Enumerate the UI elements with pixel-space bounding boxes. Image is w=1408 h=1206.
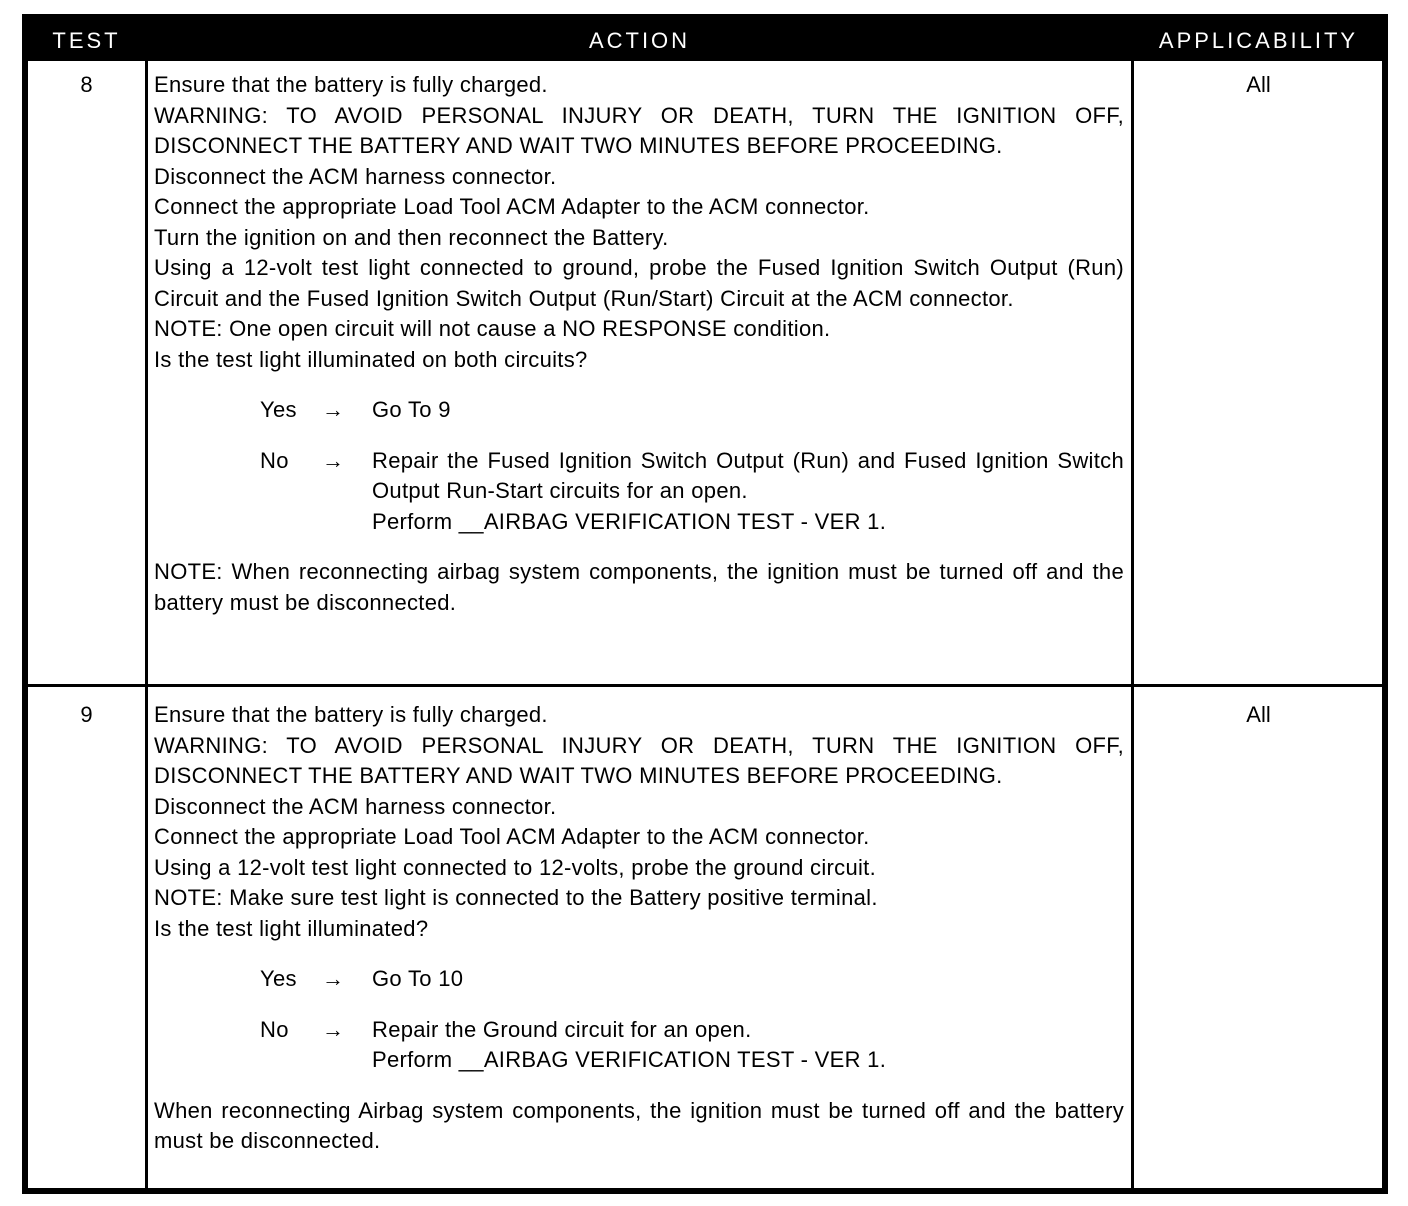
- action-cell: [154, 70, 1124, 618]
- no-branch: [154, 1015, 1124, 1076]
- yes-branch: [154, 964, 1124, 995]
- question-text: Is the test light illuminated on both circuits?: [154, 346, 588, 372]
- action-cell: [154, 700, 1124, 1157]
- warning-text: WARNING: TO AVOID PERSONAL INJURY OR DEATH, TURN THE IGNITION OFF, DISCONNECT THE BATTERY AND WAIT TWO MINUTES BEFORE PROCEEDING.: [154, 732, 1124, 788]
- header-test: TEST: [52, 28, 121, 53]
- applicability-value: All: [1246, 72, 1271, 97]
- row-divider: [28, 684, 1382, 687]
- perform-text: Perform __AIRBAG VERIFICATION TEST - VER 1.: [372, 508, 887, 534]
- yes-branch: [154, 395, 1124, 426]
- repair-text: Repair the Ground circuit for an open.: [372, 1016, 752, 1042]
- no-label: No: [260, 1016, 289, 1042]
- diagnostic-test-table: [22, 14, 1388, 1194]
- action-line: Connect the appropriate Load Tool ACM Adapter to the ACM connector.: [154, 194, 870, 219]
- table-header: [28, 20, 1382, 61]
- warning-text: WARNING: TO AVOID PERSONAL INJURY OR DEATH, TURN THE IGNITION OFF, DISCONNECT THE BATTERY AND WAIT TWO MINUTES BEFORE PROCEEDING.: [154, 102, 1124, 158]
- arrow-icon: →: [322, 966, 345, 991]
- no-result: [372, 1015, 1124, 1076]
- action-line: Using a 12-volt test light connected to ground, probe the Fused Ignition Switch Output (Run) Circuit and the Fused Ignition Switch Output (Run/Start) Circuit at the ACM connector.: [154, 255, 1124, 311]
- action-line: Turn the ignition on and then reconnect the Battery.: [154, 224, 669, 250]
- closing-note: NOTE: When reconnecting airbag system components, the ignition must be turned off and the battery must be disconnected.: [154, 559, 1124, 615]
- no-result: [372, 446, 1124, 538]
- question-text: Is the test light illuminated?: [154, 915, 429, 941]
- action-line: Disconnect the ACM harness connector.: [154, 163, 557, 189]
- header-applicability: APPLICABILITY: [1158, 28, 1359, 53]
- test-number: 8: [80, 72, 93, 97]
- yes-result: Go To 9: [372, 397, 451, 422]
- column-divider: [145, 61, 148, 1188]
- yes-result: Go To 10: [372, 966, 464, 991]
- no-branch: [154, 446, 1124, 538]
- column-divider: [1131, 61, 1134, 1188]
- note-text: NOTE: One open circuit will not cause a NO RESPONSE condition.: [154, 316, 831, 341]
- arrow-icon: →: [322, 447, 345, 473]
- note-text: NOTE: Make sure test light is connected to the Battery positive terminal.: [154, 885, 878, 910]
- test-number: 9: [80, 702, 93, 727]
- closing-note: When reconnecting Airbag system components, the ignition must be turned off and the battery must be disconnected.: [154, 1097, 1124, 1153]
- action-line: Ensure that the battery is fully charged.: [154, 702, 548, 727]
- arrow-icon: →: [322, 1016, 345, 1042]
- perform-text: Perform __AIRBAG VERIFICATION TEST - VER 1.: [372, 1047, 887, 1072]
- applicability-value: All: [1246, 702, 1271, 727]
- yes-label: Yes: [260, 397, 297, 422]
- action-line: Ensure that the battery is fully charged.: [154, 72, 548, 97]
- repair-text: Repair the Fused Ignition Switch Output (Run) and Fused Ignition Switch Output Run-Start circuits for an open.: [372, 447, 1124, 503]
- action-line: Using a 12-volt test light connected to 12-volts, probe the ground circuit.: [154, 854, 876, 880]
- arrow-icon: →: [322, 397, 345, 422]
- action-line: Disconnect the ACM harness connector.: [154, 793, 557, 819]
- action-line: Connect the appropriate Load Tool ACM Adapter to the ACM connector.: [154, 824, 870, 849]
- no-label: No: [260, 447, 289, 473]
- header-action: ACTION: [588, 28, 691, 53]
- yes-label: Yes: [260, 966, 297, 991]
